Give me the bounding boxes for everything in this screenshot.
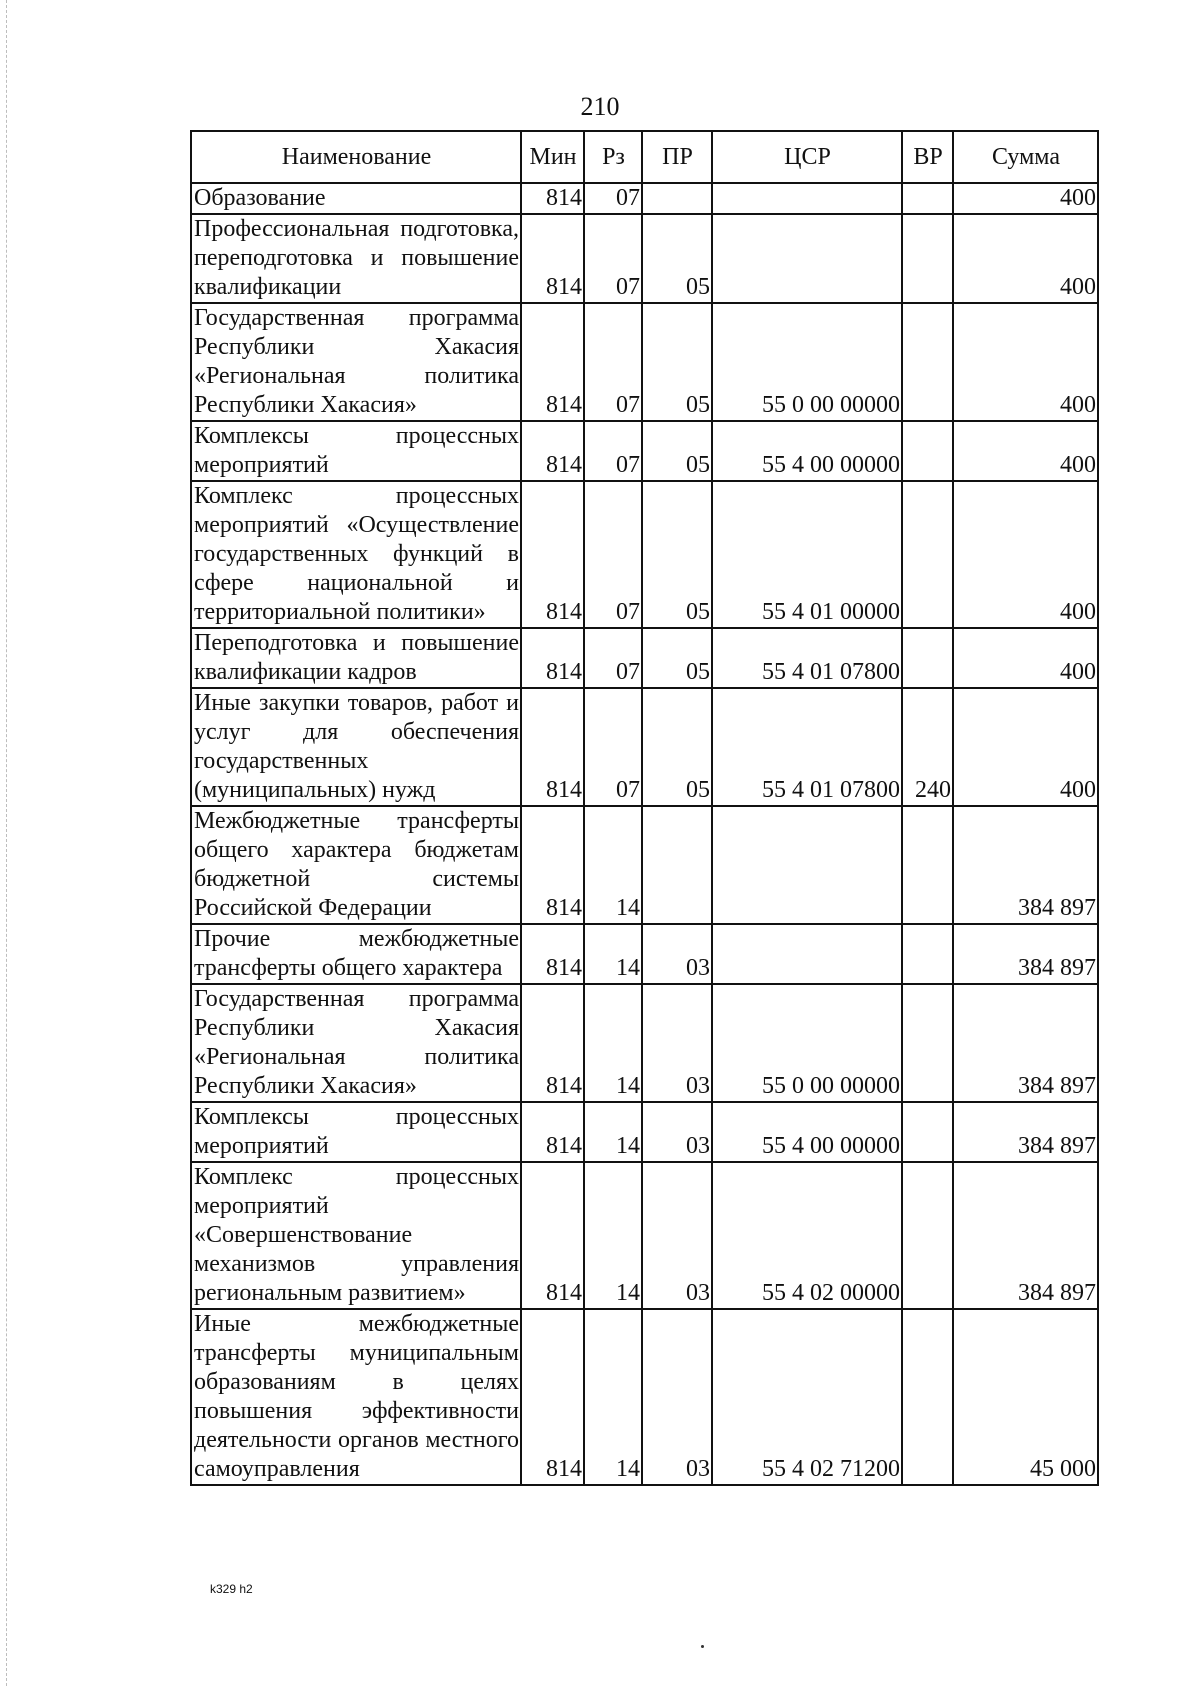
row-name: Прочие межбюджетные трансферты общего характера	[191, 924, 521, 984]
table-row	[191, 303, 1098, 421]
row-pr: 03	[642, 1102, 712, 1162]
row-vr: 240	[902, 688, 953, 806]
header-min: Мин	[521, 131, 584, 183]
row-csr: 55 4 02 00000	[712, 1162, 902, 1309]
row-sum: 400	[953, 214, 1098, 303]
budget-table	[190, 130, 1099, 1486]
row-name: Профессиональная подготовка, переподготовка и повышение квалификации	[191, 214, 521, 303]
row-sum: 384 897	[953, 984, 1098, 1102]
row-vr	[902, 421, 953, 481]
row-csr: 55 4 00 00000	[712, 421, 902, 481]
row-pr: 03	[642, 924, 712, 984]
row-rz: 14	[584, 924, 642, 984]
row-sum: 400	[953, 481, 1098, 628]
row-min: 814	[521, 806, 584, 924]
row-sum: 400	[953, 183, 1098, 214]
table-row	[191, 421, 1098, 481]
table-row	[191, 806, 1098, 924]
table-row	[191, 628, 1098, 688]
row-name: Комплекс процессных мероприятий «Совершенствование механизмов управления региональным развитием»	[191, 1162, 521, 1309]
row-vr	[902, 1162, 953, 1309]
row-name: Переподготовка и повышение квалификации кадров	[191, 628, 521, 688]
row-csr: 55 4 00 00000	[712, 1102, 902, 1162]
row-rz: 07	[584, 303, 642, 421]
row-pr: 05	[642, 421, 712, 481]
row-csr: 55 4 01 00000	[712, 481, 902, 628]
row-pr: 05	[642, 303, 712, 421]
row-vr	[902, 214, 953, 303]
row-min: 814	[521, 1102, 584, 1162]
row-csr	[712, 806, 902, 924]
table-row	[191, 1102, 1098, 1162]
row-min: 814	[521, 1162, 584, 1309]
row-name: Комплекс процессных мероприятий «Осуществление государственных функций в сфере национальной и территориальной политики»	[191, 481, 521, 628]
row-name: Комплексы процессных мероприятий	[191, 1102, 521, 1162]
row-pr: 03	[642, 1162, 712, 1309]
table-row	[191, 1309, 1098, 1485]
row-vr	[902, 984, 953, 1102]
row-min: 814	[521, 984, 584, 1102]
row-name: Комплексы процессных мероприятий	[191, 421, 521, 481]
row-vr	[902, 628, 953, 688]
row-sum: 400	[953, 688, 1098, 806]
row-sum: 400	[953, 421, 1098, 481]
row-csr	[712, 214, 902, 303]
header-rz: Рз	[584, 131, 642, 183]
row-pr: 05	[642, 214, 712, 303]
row-name: Государственная программа Республики Хакасия «Региональная политика Республики Хакасия»	[191, 984, 521, 1102]
header-pr: ПР	[642, 131, 712, 183]
row-min: 814	[521, 628, 584, 688]
row-pr: 03	[642, 984, 712, 1102]
row-name: Государственная программа Республики Хакасия «Региональная политика Республики Хакасия»	[191, 303, 521, 421]
row-min: 814	[521, 481, 584, 628]
row-vr	[902, 481, 953, 628]
row-min: 814	[521, 688, 584, 806]
row-sum: 384 897	[953, 1162, 1098, 1309]
row-vr	[902, 806, 953, 924]
row-pr: 05	[642, 628, 712, 688]
header-sum: Сумма	[953, 131, 1098, 183]
row-rz: 07	[584, 183, 642, 214]
table-row	[191, 214, 1098, 303]
row-sum: 384 897	[953, 806, 1098, 924]
row-rz: 07	[584, 628, 642, 688]
row-csr: 55 4 01 07800	[712, 628, 902, 688]
row-name: Образование	[191, 183, 521, 214]
row-vr	[902, 183, 953, 214]
row-csr: 55 0 00 00000	[712, 303, 902, 421]
row-min: 814	[521, 924, 584, 984]
table-row	[191, 688, 1098, 806]
row-rz: 14	[584, 984, 642, 1102]
row-rz: 14	[584, 1162, 642, 1309]
table-row	[191, 481, 1098, 628]
row-min: 814	[521, 1309, 584, 1485]
row-csr: 55 4 02 71200	[712, 1309, 902, 1485]
row-sum: 384 897	[953, 924, 1098, 984]
row-vr	[902, 1102, 953, 1162]
row-pr: 03	[642, 1309, 712, 1485]
row-sum: 45 000	[953, 1309, 1098, 1485]
table-row	[191, 924, 1098, 984]
scan-edge-line	[6, 0, 8, 1686]
row-min: 814	[521, 303, 584, 421]
row-csr: 55 4 01 07800	[712, 688, 902, 806]
table-header-row	[191, 131, 1098, 183]
row-csr	[712, 183, 902, 214]
header-csr: ЦСР	[712, 131, 902, 183]
row-rz: 07	[584, 481, 642, 628]
row-rz: 07	[584, 214, 642, 303]
row-rz: 14	[584, 1102, 642, 1162]
row-rz: 07	[584, 688, 642, 806]
row-csr	[712, 924, 902, 984]
row-min: 814	[521, 214, 584, 303]
row-sum: 400	[953, 303, 1098, 421]
row-sum: 384 897	[953, 1102, 1098, 1162]
row-vr	[902, 303, 953, 421]
row-rz: 07	[584, 421, 642, 481]
table-row	[191, 183, 1098, 214]
row-rz: 14	[584, 1309, 642, 1485]
row-rz: 14	[584, 806, 642, 924]
header-vr: ВР	[902, 131, 953, 183]
row-vr	[902, 1309, 953, 1485]
row-pr	[642, 183, 712, 214]
row-name: Иные межбюджетные трансферты муниципальным образованиям в целях повышения эффективности деятельности органов местного самоуправления	[191, 1309, 521, 1485]
row-sum: 400	[953, 628, 1098, 688]
scan-speck	[701, 1645, 704, 1648]
row-pr: 05	[642, 481, 712, 628]
row-vr	[902, 924, 953, 984]
page-number: 210	[580, 92, 620, 121]
row-min: 814	[521, 183, 584, 214]
row-pr	[642, 806, 712, 924]
table-row	[191, 984, 1098, 1102]
header-name: Наименование	[191, 131, 521, 183]
row-name: Межбюджетные трансферты общего характера бюджетам бюджетной системы Российской Федерации	[191, 806, 521, 924]
row-csr: 55 0 00 00000	[712, 984, 902, 1102]
row-min: 814	[521, 421, 584, 481]
row-name: Иные закупки товаров, работ и услуг для обеспечения государственных (муниципальных) нужд	[191, 688, 521, 806]
footer-code: k329 h2	[210, 1582, 253, 1596]
row-pr: 05	[642, 688, 712, 806]
table-row	[191, 1162, 1098, 1309]
